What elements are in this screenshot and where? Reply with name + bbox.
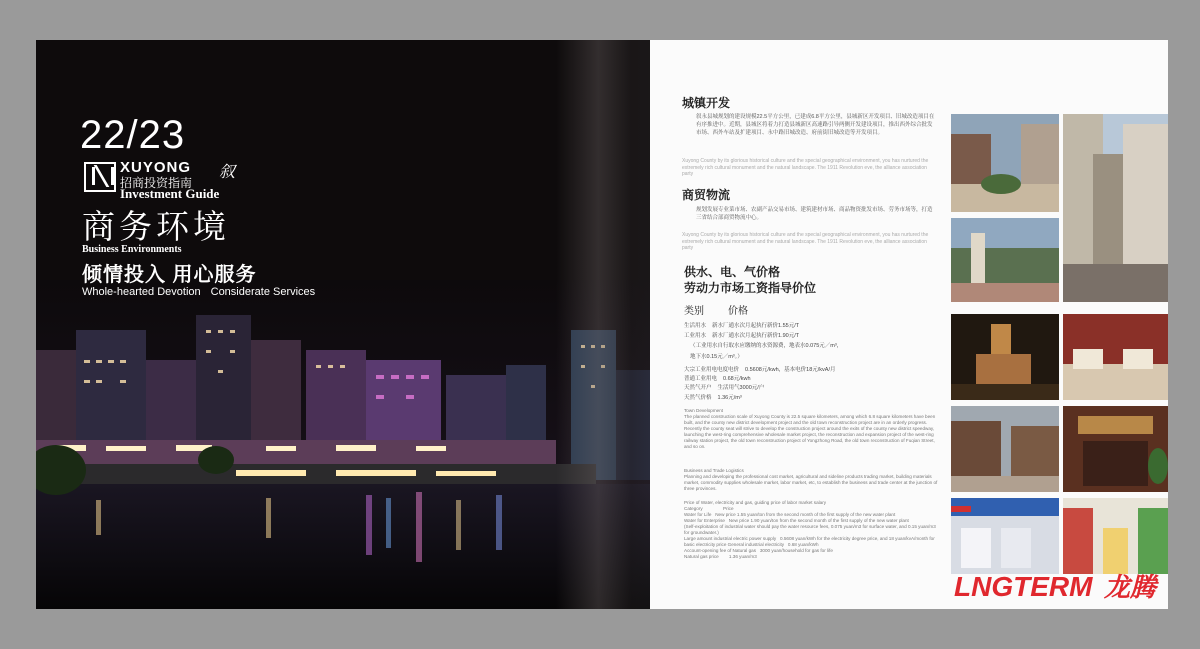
price-row-label: 工业用水: [684, 333, 707, 339]
trade-logistics-cn: 规划发展专业菜市场、农副产品交易市场、建筑建材市场、商品物资批发市场、劳务市场等，打造三省结合部商贸物流中心。: [696, 207, 933, 221]
heading-trade-logistics: 商贸物流: [682, 188, 731, 202]
price-row-value: 新水厂通水次月起执行新价1.55元/T: [712, 323, 800, 329]
price-row-label: 生活用水: [684, 323, 707, 329]
brand-name-en: XUYONG: [120, 159, 192, 176]
town-development-en: Xuyong County by its glorious historical culture and the special geographical environment, you has nurtured the extremely rich cultural monument and the natural landscape. The 1911 Revolution eve, the alliance association party: [682, 158, 929, 177]
page-number: 22/23: [80, 113, 186, 157]
price-row-label: 普通工业用电: [684, 376, 718, 382]
price-row: [684, 374, 751, 382]
price-row-value: 地下水0.15元／m³。）: [690, 354, 743, 360]
brand-seal: 叙: [219, 162, 236, 181]
photo-monument: [951, 218, 1059, 302]
price-row: [684, 383, 764, 391]
price-row-value: 0.5608元/kwh，基本电价18元/kvA/月: [745, 367, 836, 373]
price-row-value: 1.36元/m³: [717, 395, 742, 401]
summary-town-en: Town Development The planned construction scale of Xuyong County is 22.5 square kilometers, among which 6.8 square kilometers have been built, and the county new district development project and the old town reconstruction project are in an orderly progress. Recently the county seat will strive to develop the construction project around the exits of the county new district speedway, launching the west-ring comprehensive wholesale market project, the reconstruction and expansion project of the west-ring railway station project, the old town reconstruction project of Yongzhong Road, the old town reconstruction of Fuqian Street, and so on.: [684, 408, 936, 449]
photo-appliance-store: [951, 498, 1059, 574]
town-development-cn: 叙永县城规划的建设规模22.5平方公里，已建成6.8平方公里，县城新区开发项目、旧城改造项目在有序推进中。近期，县城区将着力打造县城新区高速路引导两侧开发建设项目，推出西外综合批发市场、西外车站及扩建项目、永中路旧城改造、府前街旧城改造等开发项目。: [696, 114, 935, 136]
photo-old-street: [951, 406, 1059, 492]
section-title-en: Business Environments: [82, 244, 182, 255]
logo-text-en: LNGTERM: [954, 571, 1093, 602]
price-table-header: [684, 302, 772, 317]
slogan-en-part-2: Considerate Services: [210, 286, 316, 298]
trade-logistics-en: Xuyong County by its glorious historical culture and the special geographical environment, you has nurtured the extremely rich cultural monument and the natural landscape. The 1911 Revolution eve, the alliance association party: [682, 232, 929, 251]
heading-utility-prices: 供水、电、气价格: [684, 265, 781, 279]
left-page: [36, 40, 650, 609]
longterm-logo: [954, 568, 1168, 604]
price-row: [684, 341, 842, 349]
logo-text-cn: 龙腾: [1104, 573, 1157, 603]
summary-prices-en: Price of Water, electricity and gas, guiding price of labor market salary Category Price Water for Life New price 1.55 yuan/ton from the second month of the first supply of the new water plant Water for Enterprise New price 1.90 yuan/ton from the second month of the first supply of the new water plant (Self-exploitation of industrial water should pay the water resource fees, 0.075 yuan/m3 for surface water, and 0.15 yuan/m3 for groundwater.) Large amount industrial electric power supply 0.5608 yuan/kWh for the electricity degree price, and 18 yuan/kvA/month for basic electricity price General industrial electricity 0.68 yuan/kWh Account-opening fee of Natural gas 3000 yuan/household for gas for life Natural gas price 1.36 yuan/m3: [684, 500, 936, 559]
price-row-value: 生活用气3000元/户: [717, 385, 765, 391]
photo-shop-front: [1063, 406, 1168, 492]
price-row-value: 0.68元/kwh: [723, 376, 751, 382]
brochure-spread: [36, 40, 1168, 609]
price-row: [684, 365, 836, 373]
price-row: [684, 321, 799, 329]
summary-trade-en: Business and Trade Logistics Planning and developing the professional cost market, agricultural and sideline products trading market, building materials market, commodity supplies wholesale market, labor market, etc, to establish the business and trade center at the junction of three provinces.: [684, 468, 938, 491]
photo-supermarket: [1063, 498, 1168, 574]
price-row-label: 天然气价格: [684, 395, 712, 401]
col-price: 价格: [728, 306, 748, 317]
price-row-value: 新水厂通水次月起执行新价1.90元/T: [712, 333, 800, 339]
heading-labor-prices: 劳动力市场工资指导价位: [684, 281, 817, 295]
photo-highrise: [1063, 114, 1168, 302]
price-row: [684, 393, 742, 401]
right-page: [650, 40, 1168, 609]
slogan-en: [82, 286, 325, 298]
investment-guide-label: Investment Guide: [120, 186, 220, 201]
price-row-label: 大宗工业用电电度电价: [684, 367, 740, 373]
gutter-shadow: [556, 40, 650, 609]
price-row-label: 天然气开户: [684, 385, 712, 391]
photo-restaurant: [1063, 314, 1168, 400]
section-title-cn: 商务环境: [82, 207, 230, 246]
col-category: 类别: [684, 306, 704, 317]
photo-night-church: [951, 314, 1059, 400]
slogan-en-part-1: Whole-hearted Devotion: [82, 286, 201, 298]
price-row: [684, 352, 743, 360]
xuyong-logo-icon: [84, 162, 116, 192]
price-row-value: （工业用水自行取水应缴纳的水资源费，地表水0.075元／m³，: [690, 343, 843, 349]
slogan-cn: 倾情投入 用心服务: [82, 264, 257, 286]
heading-town-development: 城镇开发: [682, 96, 731, 110]
price-row: [684, 331, 799, 339]
brand-name-cn: 招商投资指南: [120, 176, 193, 190]
photo-street-plaza: [951, 114, 1059, 212]
